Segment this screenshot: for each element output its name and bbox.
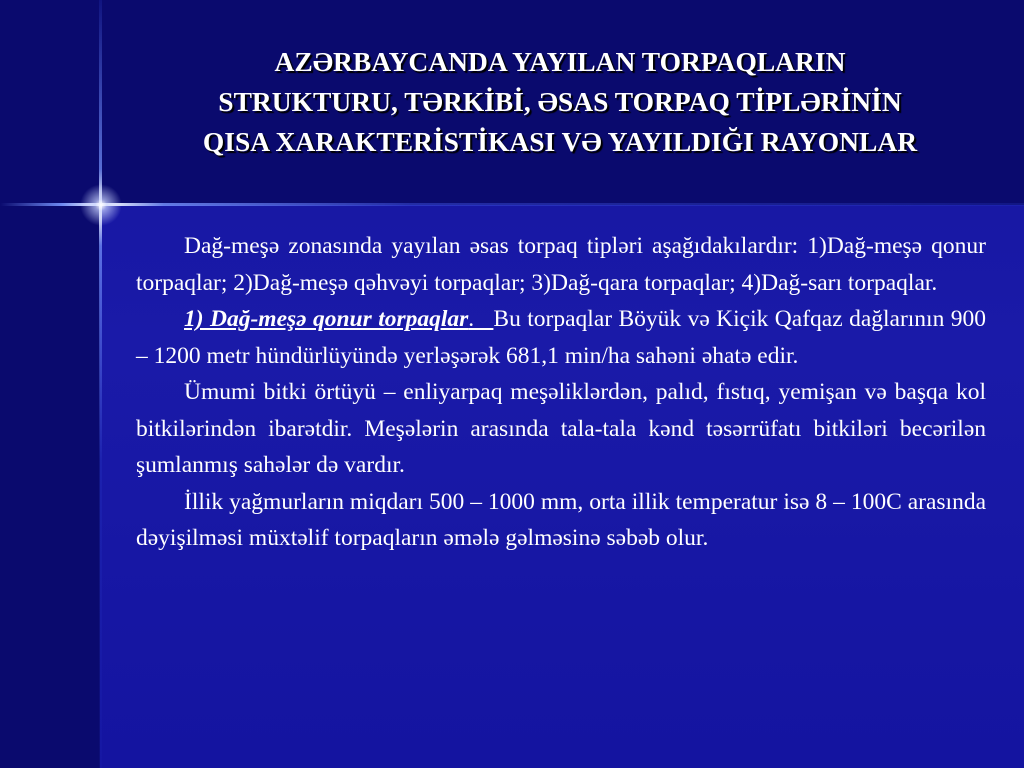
paragraph-vegetation: Ümumi bitki örtüyü – enliyarpaq meşəliklərdən, palıd, fıstıq, yemişan və başqa kol bitkilərindən ibarətdir. Meşələrin arasında tala-tala kənd təsərrüfatı bitkiləri becərilən şumlanmış sahələr də vardır. — [136, 379, 986, 478]
term-suffix: . — [468, 306, 494, 332]
horizontal-light-line — [0, 203, 1024, 206]
paragraph-brown-soils-text: Bu torpaqlar Böyük və Kiçik Qafqaz dağlarının 900 – 1200 metr hündürlüyündə yerləşərək 681,1 min/ha sahəni əhatə edir. — [136, 306, 987, 369]
title-line-3: QISA XARAKTERİSTİKASI VƏ YAYILDIĞI RAYONLAR — [202, 126, 918, 157]
paragraph-soil-types: Dağ-meşə zonasında yayılan əsas torpaq tipləri aşağıdakılardır: 1)Dağ-meşə qonur torpaqlar; 2)Dağ-meşə qəhvəyi torpaqlar; 3)Dağ-qara torpaqlar; 4)Dağ-sarı torpaqlar. — [136, 233, 986, 296]
title-line-2: STRUKTURU, TƏRKİBİ, ƏSAS TORPAQ TİPLƏRİNİN — [218, 86, 902, 117]
slide-title — [105, 42, 1015, 162]
vertical-light-line — [99, 0, 102, 768]
term-brown-forest-soils: 1) Dağ-meşə qonur torpaqlar — [184, 306, 469, 332]
slide-body — [136, 228, 986, 557]
paragraph-brown-soils — [136, 301, 986, 374]
left-band — [0, 205, 100, 768]
paragraph-climate: İllik yağmurların miqdarı 500 – 1000 mm, orta illik temperatur isə 8 – 100C arasında dəyişilməsi müxtəlif torpaqların əmələ gəlməsinə səbəb olur. — [136, 488, 986, 551]
star-flare-icon — [80, 184, 122, 226]
title-line-1: AZƏRBAYCANDA YAYILAN TORPAQLARIN — [274, 46, 846, 77]
